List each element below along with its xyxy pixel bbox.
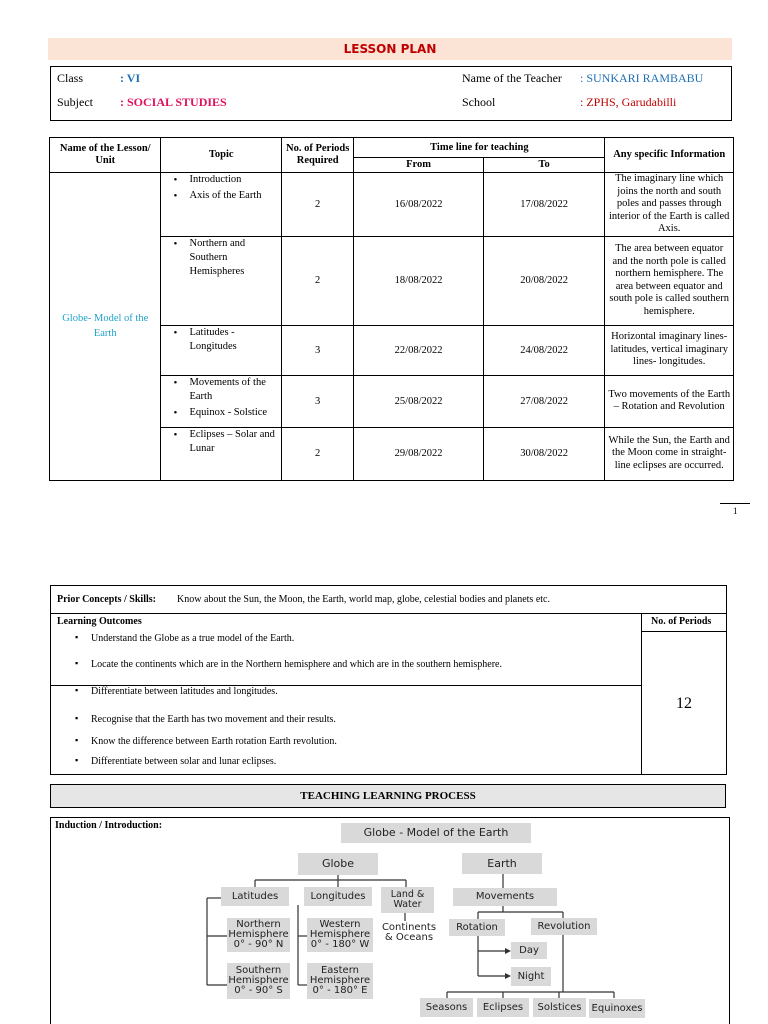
lesson-name: Globe- Model of the Earth	[50, 173, 161, 481]
to-cell: 24/08/2022	[483, 325, 605, 375]
seasons-node: Seasons	[420, 998, 473, 1017]
land-water-node: Land & Water	[381, 887, 434, 913]
info-cell: The area between equator and the north pole is called northern hemisphere. The area between equator and south pole is called southern hemisphere.	[605, 236, 734, 325]
page-number: 1	[733, 506, 738, 516]
prior-text: Know about the Sun, the Moon, the Earth, world map, globe, celestial bodies and planets etc.	[177, 594, 550, 605]
teaching-learning-process-title: TEACHING LEARNING PROCESS	[50, 784, 726, 808]
topic-item: • Introduction	[171, 173, 279, 187]
lesson-plan-title: LESSON PLAN	[48, 38, 732, 60]
header-lesson: Name of the Lesson/ Unit	[50, 138, 161, 173]
eclipses-node: Eclipses	[477, 998, 529, 1017]
periods-cell: 2	[282, 236, 354, 325]
continents-node: Continents & Oceans	[381, 922, 437, 943]
periods-cell: 2	[282, 173, 354, 237]
periods-cell: 3	[282, 325, 354, 375]
teacher-label: Name of the Teacher	[462, 71, 562, 85]
eastern-node	[307, 963, 373, 999]
header-from: From	[354, 158, 484, 173]
to-cell: 20/08/2022	[483, 236, 605, 325]
southern-range: 0° - 90° S	[234, 985, 283, 996]
outcome-item: ▪ Recognise that the Earth has two movement and their results.	[75, 714, 336, 725]
subject-label: Subject	[57, 95, 93, 109]
northern-range: 0° - 90° N	[233, 939, 284, 950]
header-info: Any specific Information	[605, 138, 734, 173]
topic-item: • Equinox - Solstice	[171, 406, 279, 420]
header-to: To	[483, 158, 605, 173]
header-topic: Topic	[161, 138, 282, 173]
class-value: : VI	[120, 71, 141, 85]
outcome-item: ▪ Know the difference between Earth rotation Earth revolution.	[75, 736, 337, 747]
class-label: Class	[57, 71, 84, 85]
topic-item: • Eclipses – Solar and Lunar	[171, 428, 279, 456]
longitudes-node: Longitudes	[304, 887, 372, 906]
solstices-node: Solstices	[533, 998, 586, 1017]
to-cell: 30/08/2022	[483, 427, 605, 480]
topic-item: • Movements of the Earth	[171, 376, 279, 404]
induction-label: Induction / Introduction:	[55, 820, 163, 831]
periods-cell: 3	[282, 375, 354, 427]
outcome-item: ▪ Differentiate between solar and lunar eclipses.	[75, 756, 276, 767]
topic-item: • Axis of the Earth	[171, 189, 279, 203]
topic-item: • Northern and Southern Hemispheres	[171, 237, 279, 279]
earth-node: Earth	[462, 853, 542, 874]
revolution-node: Revolution	[531, 918, 597, 935]
western-range: 0° - 180° W	[310, 939, 370, 950]
to-cell: 17/08/2022	[483, 173, 605, 237]
from-cell: 16/08/2022	[354, 173, 484, 237]
rotation-node: Rotation	[449, 919, 505, 936]
outcome-item: ▪ Differentiate between latitudes and longitudes.	[75, 686, 278, 697]
eastern-label: Eastern Hemisphere	[309, 965, 371, 986]
northern-label: Northern Hemisphere	[228, 919, 289, 940]
globe-node: Globe	[298, 853, 378, 875]
equinoxes-node: Equinoxes	[589, 999, 645, 1018]
latitudes-node: Latitudes	[221, 887, 289, 906]
movements-node: Movements	[453, 888, 557, 906]
night-node: Night	[511, 967, 551, 986]
outcomes-label: Learning Outcomes	[57, 616, 142, 627]
eastern-range: 0° - 180° E	[312, 985, 368, 996]
western-node	[307, 918, 373, 952]
from-cell: 29/08/2022	[354, 427, 484, 480]
western-label: Western Hemisphere	[309, 919, 371, 940]
to-cell: 27/08/2022	[483, 375, 605, 427]
subject-value: : SOCIAL STUDIES	[120, 95, 227, 109]
info-cell: Horizontal imaginary lines- latitudes, vertical imaginary lines- longitudes.	[605, 325, 734, 375]
outcome-item: ▪ Locate the continents which are in the Northern hemisphere and which are in the southern hemisphere.	[75, 659, 502, 670]
from-cell: 25/08/2022	[354, 375, 484, 427]
prior-label: Prior Concepts / Skills:	[57, 594, 156, 605]
periods-value: 12	[676, 695, 692, 712]
southern-node	[227, 963, 290, 999]
from-cell: 18/08/2022	[354, 236, 484, 325]
periods-label: No. of Periods	[651, 616, 712, 627]
periods-cell: 2	[282, 427, 354, 480]
school-value: : ZPHS, Garudabilli	[580, 95, 677, 109]
topic-item: • Latitudes - Longitudes	[171, 326, 279, 354]
day-node: Day	[511, 942, 547, 959]
southern-label: Southern Hemisphere	[228, 965, 289, 986]
school-label: School	[462, 95, 496, 109]
diagram-title: Globe - Model of the Earth	[341, 823, 531, 843]
teacher-value: : SUNKARI RAMBABU	[580, 71, 704, 85]
northern-node	[227, 918, 290, 952]
info-cell: While the Sun, the Earth and the Moon come in straight-line eclipses are occurred.	[605, 427, 734, 480]
info-cell: Two movements of the Earth – Rotation and Revolution	[605, 375, 734, 427]
from-cell: 22/08/2022	[354, 325, 484, 375]
header-timeline: Time line for teaching	[354, 138, 605, 158]
info-cell: The imaginary line which joins the north and south poles and passes through interior of the Earth is called Axis.	[605, 173, 734, 237]
header-periods: No. of Periods Required	[282, 138, 354, 173]
outcome-item: ▪ Understand the Globe as a true model of the Earth.	[75, 633, 294, 644]
